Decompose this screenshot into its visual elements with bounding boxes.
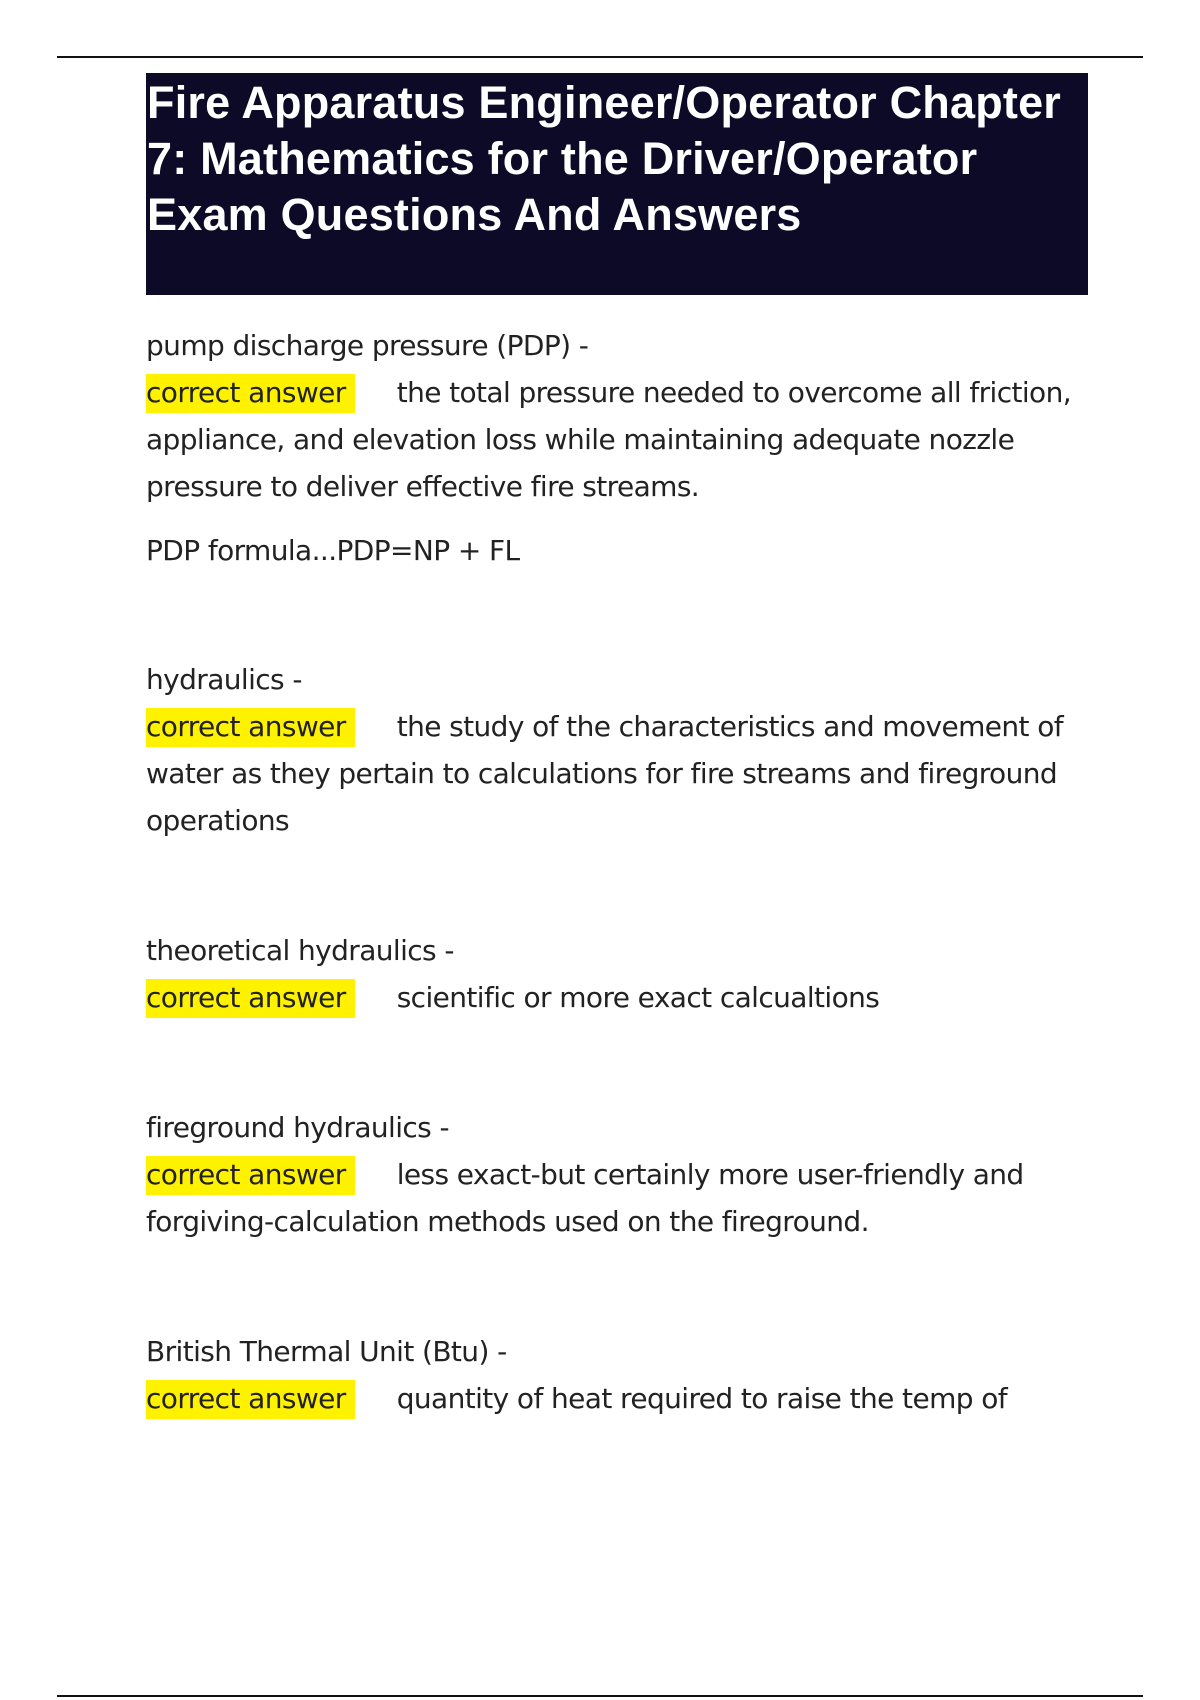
qa-answer — [146, 974, 1096, 1021]
correct-answer-label: correct answer — [146, 374, 355, 413]
qa-item — [146, 322, 1096, 574]
qa-term: hydraulics - — [146, 663, 302, 696]
correct-answer-label: correct answer — [146, 1380, 355, 1419]
qa-answer-text: quantity of heat required to raise the temp of — [396, 1382, 1008, 1415]
qa-note: PDP formula...PDP=NP + FL — [146, 534, 520, 567]
qa-item — [146, 1104, 1096, 1245]
correct-answer-label: correct answer — [146, 708, 355, 747]
qa-answer — [146, 1151, 1096, 1245]
qa-answer-text: the study of the characteristics and movement of water as they pertain to calculations for fire streams and fireground operations — [146, 710, 1064, 837]
qa-answer-text: scientific or more exact calcualtions — [396, 981, 880, 1014]
qa-answer-text: less exact-but certainly more user-friendly and forgiving-calculation methods used on the fireground. — [146, 1158, 1024, 1238]
qa-term: pump discharge pressure (PDP) - — [146, 329, 589, 362]
document-title: Fire Apparatus Engineer/Operator Chapter 7: Mathematics for the Driver/Operator Exam Questions And Answers — [147, 77, 1062, 240]
qa-term: theoretical hydraulics - — [146, 934, 454, 967]
qa-item — [146, 1328, 1096, 1422]
qa-list — [146, 322, 1096, 1422]
document-title-banner — [146, 73, 1088, 295]
qa-answer-text: the total pressure needed to overcome all friction, appliance, and elevation loss while maintaining adequate nozzle pressure to deliver effective fire streams. — [146, 376, 1072, 503]
qa-answer — [146, 703, 1096, 844]
qa-item — [146, 927, 1096, 1021]
correct-answer-label: correct answer — [146, 1156, 355, 1195]
qa-answer — [146, 1375, 1096, 1422]
page-bottom-rule — [57, 1695, 1143, 1697]
qa-item — [146, 656, 1096, 844]
page-top-rule — [57, 56, 1143, 58]
correct-answer-label: correct answer — [146, 979, 355, 1018]
qa-term: fireground hydraulics - — [146, 1111, 449, 1144]
qa-answer — [146, 369, 1096, 510]
qa-term: British Thermal Unit (Btu) - — [146, 1335, 507, 1368]
